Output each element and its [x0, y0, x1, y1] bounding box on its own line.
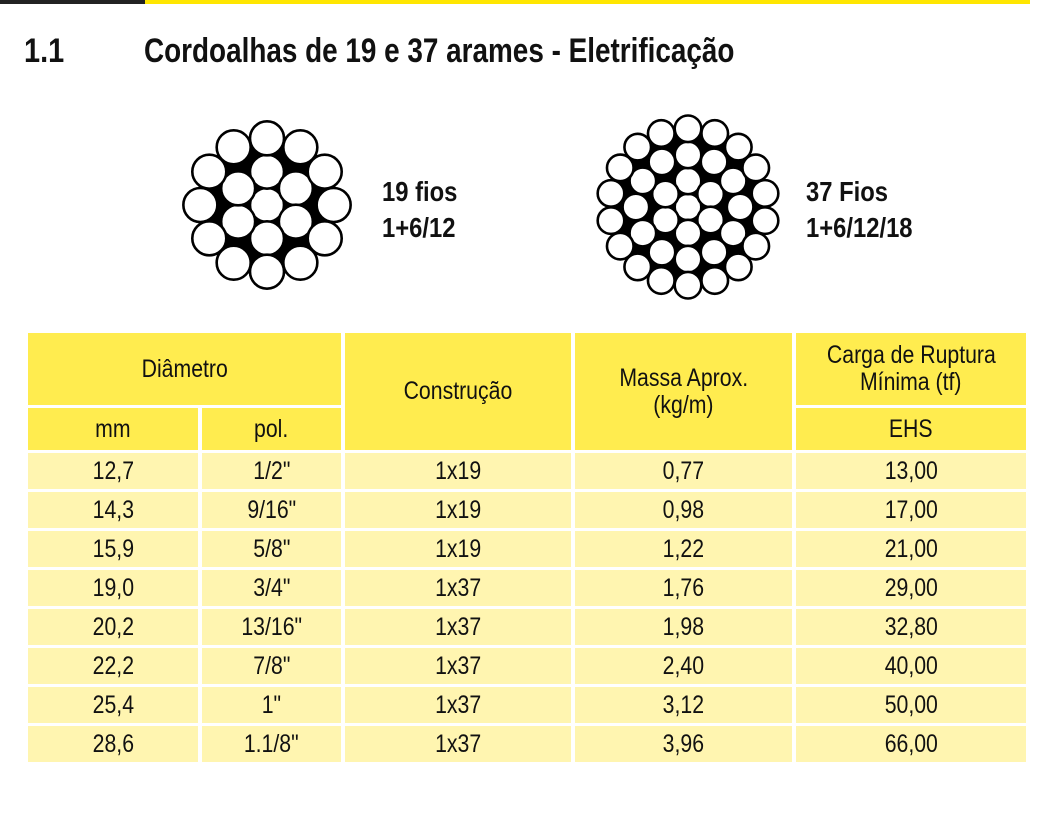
header-pol: pol. [202, 408, 345, 453]
wire-circle [742, 155, 769, 182]
wire-circle [648, 267, 675, 294]
wire-circle [701, 239, 728, 266]
cable-19-wire-diagram [172, 110, 362, 300]
specification-table [28, 333, 1026, 765]
cell-carga: 29,00 [796, 570, 1026, 609]
wire-circle [623, 194, 650, 221]
cell-carga: 21,00 [796, 531, 1026, 570]
header-accent-dark [0, 0, 145, 4]
cell-construcao: 1x19 [345, 531, 575, 570]
header-carga: Carga de Ruptura Mínima (tf) [796, 333, 1026, 408]
cell-carga: 40,00 [796, 648, 1026, 687]
table-row [28, 570, 1026, 609]
wire-circle [727, 194, 754, 221]
cable-19-construction: 1+6/12 [382, 212, 456, 243]
wire-circle [725, 254, 752, 281]
cell-construcao: 1x37 [345, 648, 575, 687]
wire-circle [752, 207, 779, 234]
cable-37-construction: 1+6/12/18 [806, 212, 913, 243]
cable-37-label [806, 174, 913, 246]
section-heading [24, 26, 864, 76]
cable-37-wire-diagram [583, 102, 793, 312]
wire-circle [183, 188, 217, 222]
wire-circle [607, 233, 634, 260]
wire-circle [598, 207, 625, 234]
wire-circle [624, 134, 651, 161]
table-row [28, 726, 1026, 765]
cable-19-name: 19 fios [382, 176, 458, 207]
cell-massa: 0,77 [575, 453, 796, 492]
cell-mm: 25,4 [28, 687, 202, 726]
cell-mm: 20,2 [28, 609, 202, 648]
cell-mm: 15,9 [28, 531, 202, 570]
wire-circle [217, 130, 251, 164]
wire-circle [317, 188, 351, 222]
cell-massa: 0,98 [575, 492, 796, 531]
table-row [28, 453, 1026, 492]
cell-pol: 1/2" [202, 453, 345, 492]
cell-massa: 3,96 [575, 726, 796, 765]
wire-circle [701, 267, 728, 294]
cell-carga: 50,00 [796, 687, 1026, 726]
wire-circle [250, 121, 284, 155]
wire-circle [283, 246, 317, 280]
cell-massa: 3,12 [575, 687, 796, 726]
cell-pol: 7/8" [202, 648, 345, 687]
cell-construcao: 1x19 [345, 453, 575, 492]
cell-mm: 22,2 [28, 648, 202, 687]
table-row [28, 687, 1026, 726]
cable-37-name: 37 Fios [806, 176, 889, 207]
wire-circle [250, 255, 284, 289]
wire-circle [649, 149, 676, 176]
cell-carga: 17,00 [796, 492, 1026, 531]
cell-massa: 1,22 [575, 531, 796, 570]
cell-massa: 1,98 [575, 609, 796, 648]
cell-construcao: 1x37 [345, 570, 575, 609]
header-construcao: Construção [345, 333, 575, 453]
header-ehs: EHS [796, 408, 1026, 453]
cell-construcao: 1x37 [345, 609, 575, 648]
table-row [28, 648, 1026, 687]
section-title: Cordoalhas de 19 e 37 arames - Eletrificação [144, 31, 735, 70]
header-massa: Massa Aprox. (kg/m) [575, 333, 796, 453]
cell-carga: 13,00 [796, 453, 1026, 492]
cell-carga: 32,80 [796, 609, 1026, 648]
wire-circle [648, 120, 675, 147]
cell-pol: 13/16" [202, 609, 345, 648]
section-number: 1.1 [24, 31, 65, 70]
wire-circle [598, 180, 625, 207]
cell-mm: 19,0 [28, 570, 202, 609]
cell-construcao: 1x19 [345, 492, 575, 531]
wire-circle [675, 246, 702, 273]
cell-mm: 14,3 [28, 492, 202, 531]
table-row [28, 531, 1026, 570]
wire-circle [675, 272, 702, 299]
cell-construcao: 1x37 [345, 726, 575, 765]
cell-massa: 1,76 [575, 570, 796, 609]
cell-pol: 3/4" [202, 570, 345, 609]
wire-circle [752, 180, 779, 207]
cell-pol: 9/16" [202, 492, 345, 531]
cell-massa: 2,40 [575, 648, 796, 687]
cell-construcao: 1x37 [345, 687, 575, 726]
wire-circle [701, 120, 728, 147]
header-accent-yellow [145, 0, 1030, 4]
wire-circle [675, 142, 702, 169]
header-diametro: Diâmetro [28, 333, 345, 408]
header-mm: mm [28, 408, 202, 453]
wire-circle [192, 221, 226, 255]
cell-mm: 12,7 [28, 453, 202, 492]
cable-19-label [382, 174, 457, 246]
cell-pol: 1.1/8" [202, 726, 345, 765]
cell-carga: 66,00 [796, 726, 1026, 765]
cell-pol: 5/8" [202, 531, 345, 570]
wire-circle [675, 115, 702, 142]
cell-pol: 1" [202, 687, 345, 726]
table-row [28, 492, 1026, 531]
wire-circle [308, 155, 342, 189]
table-row [28, 609, 1026, 648]
cell-mm: 28,6 [28, 726, 202, 765]
